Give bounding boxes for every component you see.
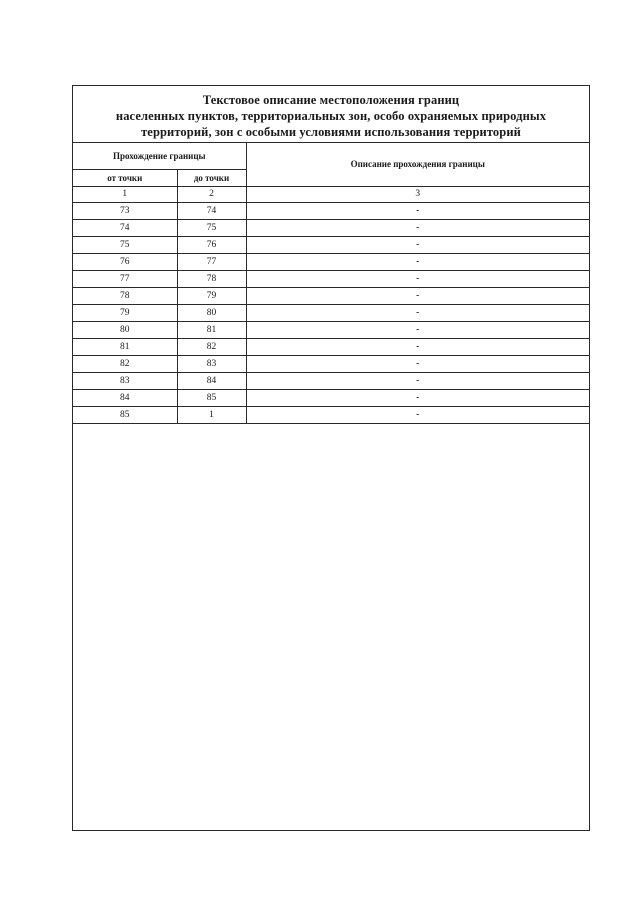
table-row xyxy=(73,253,589,270)
to-point-cell: 82 xyxy=(177,338,246,355)
description-cell: - xyxy=(246,236,589,253)
group-header: Прохождение границы xyxy=(73,143,246,169)
title-line-1: Текстовое описание местоположения границ xyxy=(202,93,460,107)
to-point-cell: 77 xyxy=(177,253,246,270)
to-point-header: до точки xyxy=(177,169,246,186)
from-point-cell: 80 xyxy=(73,321,177,338)
from-point-cell: 82 xyxy=(73,355,177,372)
description-cell: - xyxy=(246,372,589,389)
to-point-cell: 74 xyxy=(177,202,246,219)
table-row xyxy=(73,219,589,236)
table-row xyxy=(73,389,589,406)
description-cell: - xyxy=(246,355,589,372)
description-cell: - xyxy=(246,389,589,406)
to-point-cell: 78 xyxy=(177,270,246,287)
to-point-cell: 76 xyxy=(177,236,246,253)
title-line-2: населенных пунктов, территориальных зон, особо охраняемых природных xyxy=(115,109,547,123)
from-point-header: от точки xyxy=(73,169,177,186)
table-row xyxy=(73,270,589,287)
to-point-cell: 83 xyxy=(177,355,246,372)
from-point-cell: 79 xyxy=(73,304,177,321)
from-point-cell: 78 xyxy=(73,287,177,304)
description-cell: - xyxy=(246,338,589,355)
description-cell: - xyxy=(246,202,589,219)
to-point-cell: 85 xyxy=(177,389,246,406)
table-row xyxy=(73,406,589,423)
from-point-cell: 73 xyxy=(73,202,177,219)
table-row xyxy=(73,287,589,304)
from-point-cell: 76 xyxy=(73,253,177,270)
description-cell: - xyxy=(246,321,589,338)
description-cell: - xyxy=(246,304,589,321)
from-point-cell: 77 xyxy=(73,270,177,287)
column-number-3: 3 xyxy=(246,186,589,202)
table-row xyxy=(73,321,589,338)
to-point-cell: 80 xyxy=(177,304,246,321)
from-point-cell: 74 xyxy=(73,219,177,236)
document-frame xyxy=(72,85,590,831)
column-number-1: 1 xyxy=(73,186,177,202)
table-row xyxy=(73,304,589,321)
to-point-cell: 75 xyxy=(177,219,246,236)
from-point-cell: 84 xyxy=(73,389,177,406)
column-number-2: 2 xyxy=(177,186,246,202)
to-point-cell: 81 xyxy=(177,321,246,338)
table-row xyxy=(73,338,589,355)
table-row xyxy=(73,372,589,389)
description-cell: - xyxy=(246,270,589,287)
to-point-cell: 84 xyxy=(177,372,246,389)
boundary-table xyxy=(73,143,589,424)
table-row xyxy=(73,355,589,372)
table-row xyxy=(73,202,589,219)
description-header: Описание прохождения границы xyxy=(246,143,589,186)
description-cell: - xyxy=(246,253,589,270)
title-line-3: территорий, зон с особыми условиями использования территорий xyxy=(141,125,521,139)
from-point-cell: 75 xyxy=(73,236,177,253)
description-cell: - xyxy=(246,219,589,236)
to-point-cell: 1 xyxy=(177,406,246,423)
from-point-cell: 83 xyxy=(73,372,177,389)
document-title xyxy=(73,86,589,143)
to-point-cell: 79 xyxy=(177,287,246,304)
table-row xyxy=(73,236,589,253)
description-cell: - xyxy=(246,406,589,423)
from-point-cell: 81 xyxy=(73,338,177,355)
description-cell: - xyxy=(246,287,589,304)
from-point-cell: 85 xyxy=(73,406,177,423)
